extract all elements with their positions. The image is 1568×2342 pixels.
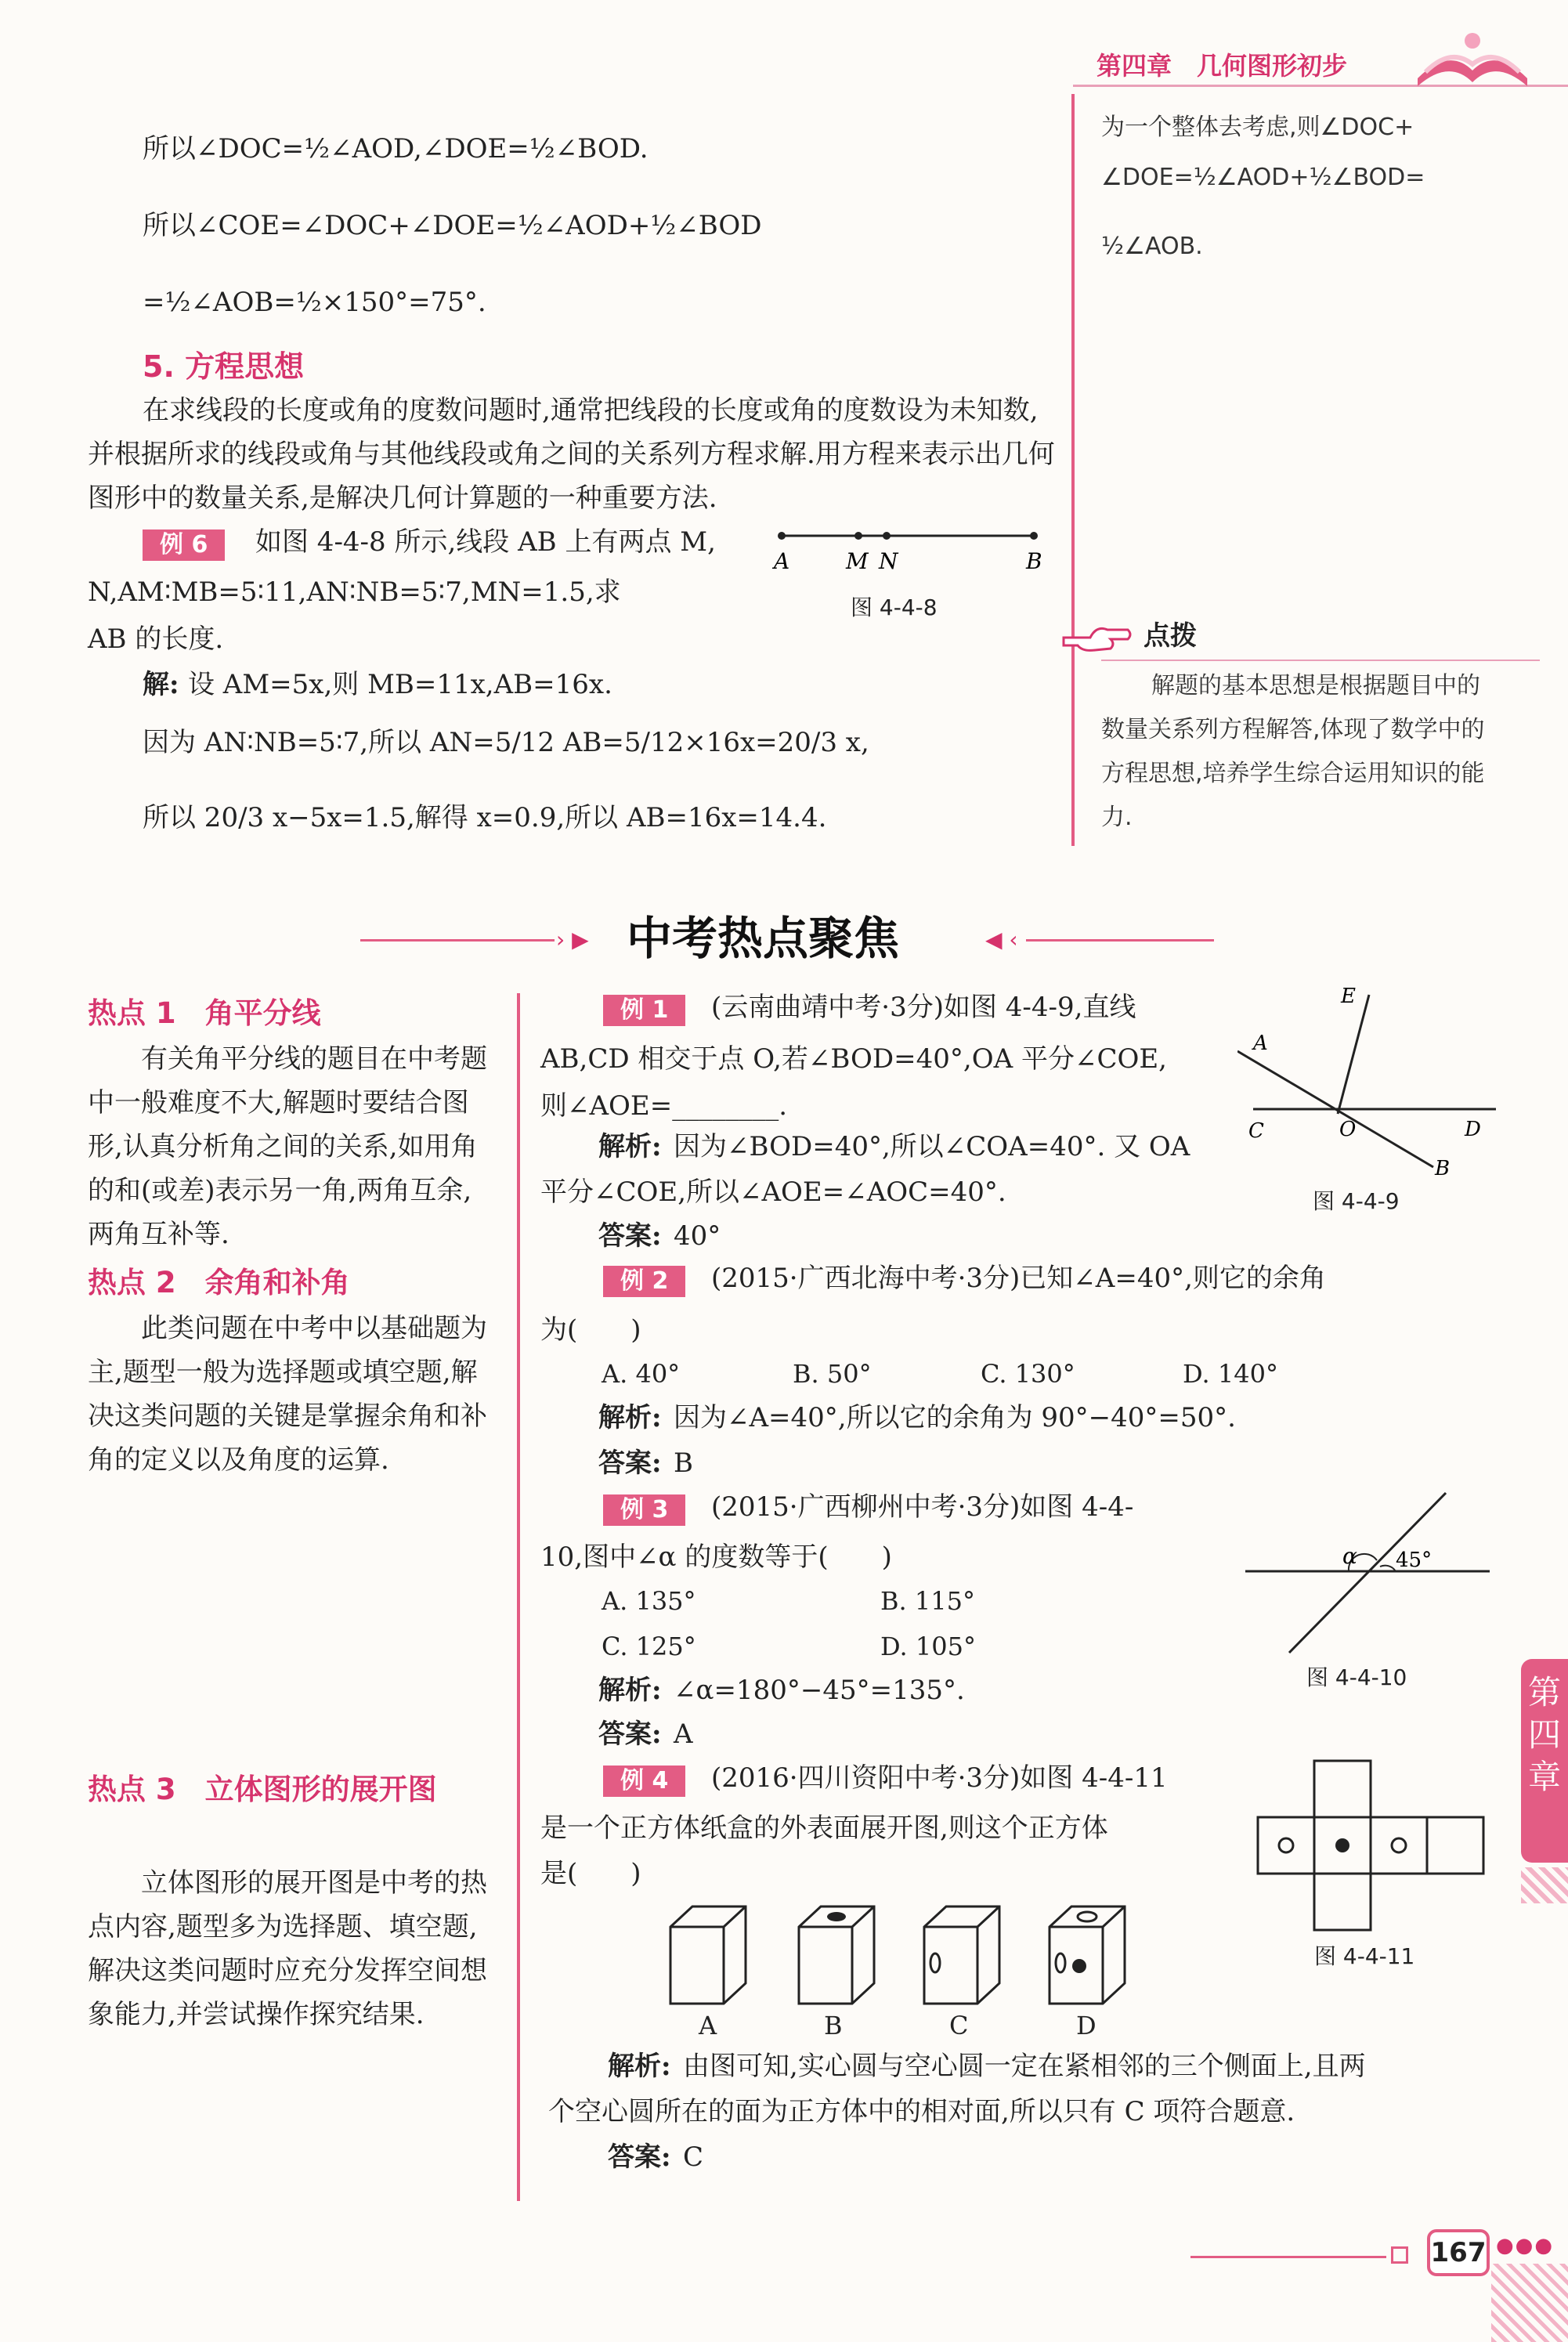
example-2-source: (2015·广西北海中考·3分)已知∠A=40°,则它的余角	[711, 1263, 1326, 1294]
label-c: C	[1248, 1119, 1264, 1143]
point-label-a: A	[774, 548, 790, 574]
example-3-analysis: ∠α=180°−45°=135°.	[674, 1675, 965, 1706]
label-b: B	[1435, 1157, 1451, 1180]
hotspot-1-title: 热点 1 角平分线	[88, 996, 321, 1030]
example-1-question-3: 则∠AOE=________.	[540, 1090, 788, 1122]
example-6-text-b: N,AM∶MB=5∶11,AN∶NB=5∶7,MN=1.5,求	[88, 576, 621, 608]
figure-4-4-8-caption: 图 4-4-8	[851, 595, 938, 620]
angle-45-label: 45°	[1396, 1549, 1433, 1572]
figure-4-4-9	[1237, 987, 1504, 1198]
hotspot-3-body: 立体图形的展开图是中考的热点内容,题型多为选择题、填空题,解决这类问题时应充分发挥空间想象能力,并尝试操作探究结果.	[88, 1867, 487, 2030]
hotspot-2-body: 此类问题在中考中以基础题为主,题型一般为选择题或填空题,解决这类问题的关键是掌握余角和补角的定义以及角度的运算.	[88, 1313, 487, 1476]
example-4-analysis-2: 个空心圆所在的面为正方体中的相对面,所以只有 C 项符合题意.	[548, 2096, 1295, 2127]
tip-body: 解题的基本思想是根据题目中的数量关系列方程解答,体现了数学中的方程思想,培养学生综合运用知识的能力.	[1101, 672, 1485, 831]
example-6-label: 例 6	[143, 529, 225, 561]
example-6-text-a: 如图 4-4-8 所示,线段 AB 上有两点 M,	[255, 526, 716, 558]
figure-4-4-11-net	[1256, 1759, 1530, 1935]
point-label-n: N	[879, 548, 898, 574]
example-3-analysis-label: 解析:	[598, 1675, 662, 1706]
footer-line	[1190, 2256, 1386, 2258]
example-1-analysis-1: 因为∠BOD=40°,所以∠COA=40°. 又 OA	[674, 1131, 1190, 1162]
example-3-option-c: C. 125°	[602, 1632, 696, 1661]
label-e: E	[1341, 987, 1356, 1008]
point-label-b: B	[1026, 548, 1042, 574]
cube-option-d-label: D	[1076, 2011, 1097, 2040]
example-3-source: (2015·广西柳州中考·3分)如图 4-4-	[711, 1491, 1134, 1523]
column-divider	[517, 993, 520, 2201]
section-body: 在求线段的长度或角的度数问题时,通常把线段的长度或角的度数设为未知数,并根据所求的线段或角与其他线段或角之间的关系列方程求解.用方程来表示出几何图形中的数量关系,是解决几何计算题的一种重要方法.	[88, 395, 1055, 514]
example-1-analysis-label: 解析:	[598, 1131, 662, 1162]
cube-option-c-label: C	[949, 2011, 969, 2040]
margin-note-line-1: 为一个整体去考虑,则∠DOC+	[1101, 114, 1414, 141]
example-1-label: 例 1	[603, 995, 685, 1026]
proof-line-1: 所以∠DOC=½∠AOD,∠DOE=½∠BOD.	[143, 133, 649, 164]
cube-options	[658, 1896, 1159, 2013]
example-2-option-a: A. 40°	[602, 1359, 681, 1389]
section-title: 5. 方程思想	[143, 349, 305, 384]
cube-option-b-label: B	[824, 2011, 843, 2040]
figure-4-4-10	[1242, 1488, 1493, 1661]
hotspot-3-title: 热点 3 立体图形的展开图	[88, 1773, 437, 1806]
banner-arrows-left: › ▶	[556, 927, 589, 952]
footer-square-icon	[1391, 2246, 1408, 2264]
example-1-answer-label: 答案:	[598, 1220, 662, 1252]
example-4-question-3: 是( )	[540, 1858, 641, 1889]
example-2-answer: B	[674, 1447, 693, 1479]
figure-4-4-9-caption: 图 4-4-9	[1313, 1188, 1400, 1214]
footer-dots: ●●●	[1496, 2234, 1555, 2257]
margin-note-line-2: ∠DOE=½∠AOD+½∠BOD=	[1101, 164, 1425, 191]
label-a: A	[1253, 1032, 1268, 1055]
example-1-source: (云南曲靖中考·3分)如图 4-4-9,直线	[711, 992, 1136, 1023]
example-1-answer: 40°	[674, 1220, 721, 1252]
pointing-hand-icon	[1059, 614, 1134, 661]
example-4-answer-label: 答案:	[608, 2141, 671, 2173]
margin-divider	[1071, 94, 1075, 846]
example-1-analysis-2: 平分∠COE,所以∠AOE=∠AOC=40°.	[540, 1176, 1006, 1208]
point-label-m: M	[846, 548, 869, 574]
example-4-answer: C	[683, 2141, 704, 2173]
banner-line-left	[360, 939, 555, 941]
book-icon	[1402, 23, 1543, 94]
banner-title: 中考热点聚焦	[627, 912, 900, 965]
chapter-header: 第四章 几何图形初步	[1097, 51, 1348, 81]
example-4-analysis-label: 解析:	[608, 2051, 671, 2082]
example-3-option-a: A. 135°	[602, 1586, 696, 1616]
example-2-option-d: D. 140°	[1183, 1359, 1278, 1389]
example-4-analysis-1: 由图可知,实心圆与空心圆一定在紧相邻的三个侧面上,且两	[683, 2051, 1366, 2082]
proof-line-2: 所以∠COE=∠DOC+∠DOE=½∠AOD+½∠BOD	[143, 210, 762, 241]
label-d: D	[1465, 1118, 1481, 1141]
cube-c-icon	[924, 1906, 999, 2004]
example-3-question-2: 10,图中∠α 的度数等于( )	[540, 1541, 892, 1573]
solution-line-2: 因为 AN∶NB=5∶7,所以 AN=5/12 AB=5/12×16x=20/3 x,	[143, 727, 869, 758]
label-o: O	[1339, 1118, 1357, 1141]
tip-title: 点拨	[1143, 620, 1197, 652]
cube-option-a-label: A	[699, 2011, 717, 2040]
example-2-question-2: 为( )	[540, 1314, 641, 1346]
example-4-question-2: 是一个正方体纸盒的外表面展开图,则这个正方体	[540, 1813, 1108, 1844]
figure-4-4-8	[768, 522, 1050, 584]
solution-line-1: 设 AM=5x,则 MB=11x,AB=16x.	[188, 669, 612, 700]
figure-4-4-11-caption: 图 4-4-11	[1314, 1943, 1415, 1969]
banner-arrows-right: ◀ ‹	[985, 927, 1018, 952]
example-3-answer-label: 答案:	[598, 1719, 662, 1750]
example-2-answer-label: 答案:	[598, 1447, 662, 1479]
example-1-question-2: AB,CD 相交于点 O,若∠BOD=40°,OA 平分∠COE,	[540, 1043, 1167, 1075]
example-3-option-d: D. 105°	[880, 1632, 976, 1661]
example-2-option-b: B. 50°	[793, 1359, 872, 1389]
tip-divider	[1101, 660, 1540, 661]
example-2-option-c: C. 130°	[981, 1359, 1075, 1389]
alpha-label: α	[1342, 1543, 1357, 1569]
example-6-text-c: AB 的长度.	[88, 623, 224, 655]
example-2-analysis-label: 解析:	[598, 1402, 662, 1433]
solution-label: 解:	[143, 669, 179, 700]
example-3-option-b: B. 115°	[880, 1586, 975, 1616]
page-number: 167	[1427, 2229, 1490, 2276]
example-3-label: 例 3	[603, 1494, 685, 1526]
footer-stripes	[1491, 2264, 1568, 2342]
example-3-answer: A	[674, 1719, 693, 1750]
example-2-analysis: 因为∠A=40°,所以它的余角为 90°−40°=50°.	[674, 1402, 1236, 1433]
hotspot-2-title: 热点 2 余角和补角	[88, 1266, 350, 1299]
solution-line-3: 所以 20/3 x−5x=1.5,解得 x=0.9,所以 AB=16x=14.4.	[143, 802, 827, 833]
figure-4-4-10-caption: 图 4-4-10	[1306, 1664, 1407, 1690]
example-4-source: (2016·四川资阳中考·3分)如图 4-4-11	[711, 1762, 1168, 1794]
hotspot-1-body: 有关角平分线的题目在中考题中一般难度不大,解题时要结合图形,认真分析角之间的关系,如用角的和(或差)表示另一角,两角互余,两角互补等.	[88, 1043, 487, 1250]
banner-line-right	[1026, 939, 1214, 941]
chapter-side-tab-text: 第四章	[1527, 1673, 1561, 1796]
proof-line-3: =½∠AOB=½×150°=75°.	[143, 287, 486, 318]
example-2-label: 例 2	[603, 1266, 685, 1297]
margin-note-line-3: ½∠AOB.	[1101, 233, 1203, 260]
example-4-label: 例 4	[603, 1766, 685, 1797]
cube-a-icon	[670, 1906, 746, 2004]
